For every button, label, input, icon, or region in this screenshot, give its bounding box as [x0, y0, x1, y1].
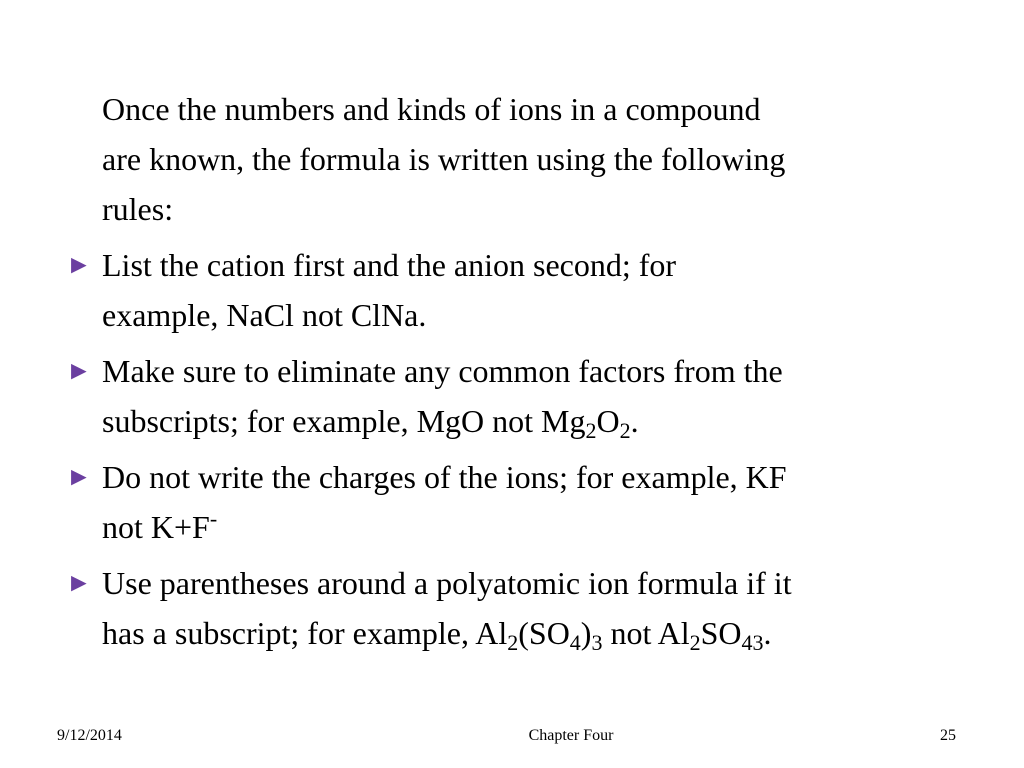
rule-4-subscript-e: 43 [741, 630, 764, 655]
intro-line-1: Once the numbers and kinds of ions in a compound [102, 91, 761, 127]
rule-4-subscript-c: 3 [591, 630, 603, 655]
rule-1-line-2: example, NaCl not ClNa. [102, 297, 427, 333]
rule-4-text-f: . [763, 615, 772, 651]
rule-4-line-2 [102, 608, 978, 658]
rule-2-text-a: subscripts; for example, MgO not Mg [102, 403, 586, 439]
rule-3-line-2 [102, 502, 978, 552]
footer-chapter: Chapter Four [528, 727, 614, 744]
slide-body [58, 84, 978, 664]
rule-4-subscript-b: 4 [569, 630, 581, 655]
rule-4-text-b: (SO [518, 615, 570, 651]
rule-4-text-a: has a subscript; for example, Al [102, 615, 508, 651]
bullet-arrow-icon: ► [66, 462, 92, 491]
rule-2-subscript-2: 2 [619, 418, 631, 443]
footer-date: 9/12/2014 [57, 727, 122, 744]
rule-2-text-b: O [596, 403, 620, 439]
rule-4-subscript-d: 2 [689, 630, 701, 655]
rule-1-line-1: List the cation first and the anion second; for [102, 247, 677, 283]
bullet-arrow-icon: ► [66, 356, 92, 385]
rule-4-text-c: ) [580, 615, 592, 651]
rule-2-line-1: Make sure to eliminate any common factors from the [102, 353, 783, 389]
rule-2-line-2 [102, 396, 978, 446]
bullet-arrow-icon: ► [66, 250, 92, 279]
bullet-arrow-icon: ► [66, 568, 92, 597]
footer-page-number: 25 [940, 727, 956, 744]
rule-4-text-e: SO [700, 615, 742, 651]
intro-paragraph [58, 84, 978, 234]
rule-2 [58, 346, 978, 446]
rule-3 [58, 452, 978, 552]
rule-4-line-1: Use parentheses around a polyatomic ion formula if it [102, 565, 792, 601]
rule-4 [58, 558, 978, 658]
rule-4-subscript-a: 2 [507, 630, 519, 655]
rule-2-text-c: . [630, 403, 639, 439]
rule-1 [58, 240, 978, 340]
rule-3-line-1: Do not write the charges of the ions; for example, KF [102, 459, 787, 495]
rule-2-subscript-1: 2 [585, 418, 597, 443]
intro-line-3: rules: [102, 191, 174, 227]
rule-3-text-a: not K+F [102, 509, 210, 545]
intro-line-2: are known, the formula is written using the following [102, 141, 786, 177]
rule-4-text-d: not Al [602, 615, 690, 651]
rule-3-superscript: - [209, 506, 218, 531]
